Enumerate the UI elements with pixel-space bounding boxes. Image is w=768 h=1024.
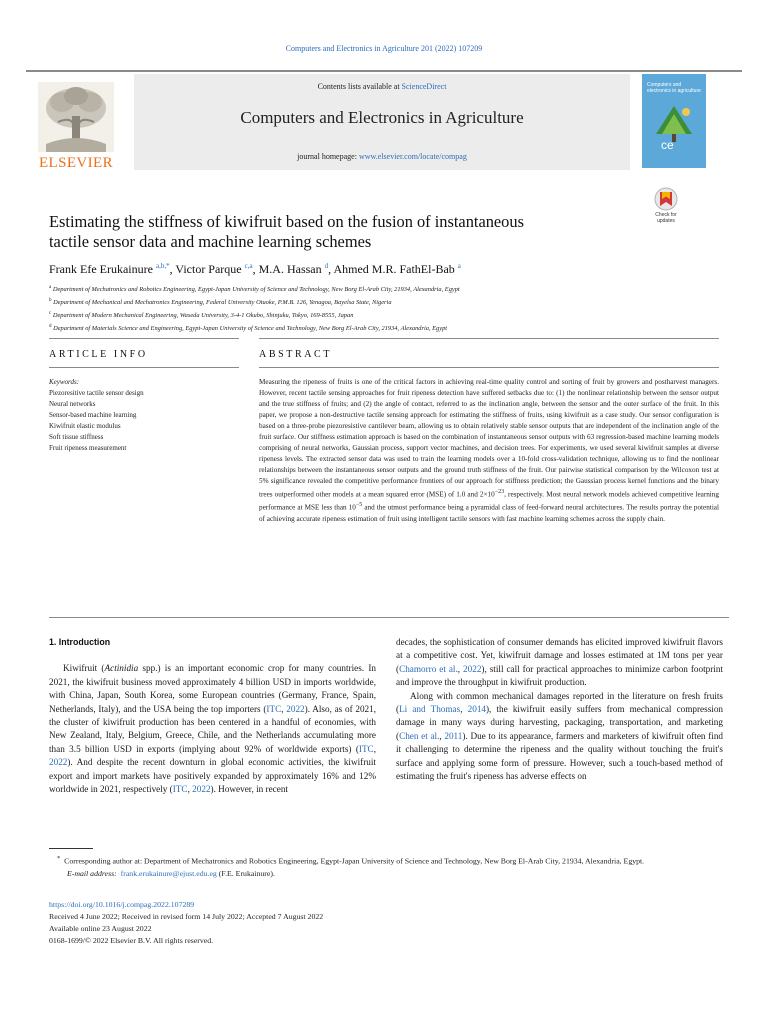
abstract-part: and the utmost performance being a pyramidal class of feed-forward neural architectures. The results portray the potential of achieving accurate ripeness estimation of fruit using intelligent tactile sensors with fast machine learning schemes across the supply chain.	[259, 503, 719, 523]
author-name: Victor Parque	[175, 262, 242, 276]
journal-name: Computers and Electronics in Agriculture	[240, 108, 524, 127]
text-run: ). And despite the recent downturn in global economic activities, the kiwifruit export and import markets have positively expanded by approximately 16% and 12% worldwide in 2021, respectively (	[49, 757, 376, 795]
citation-link[interactable]: 2022	[286, 703, 305, 714]
text-run: Kiwifruit (	[63, 663, 105, 674]
keywords-label: Keywords:	[49, 378, 80, 386]
elsevier-tree-logo-icon	[38, 82, 114, 152]
text-run: ,	[439, 730, 445, 741]
keyword-item: Sensor-based machine learning	[49, 411, 137, 419]
check-for-updates-icon	[648, 186, 684, 213]
author-separator: ,	[252, 262, 259, 276]
abstract-bottom-rule	[49, 617, 729, 618]
author-name: Ahmed M.R. FathEl-Bab	[333, 262, 455, 276]
affiliation-item	[49, 321, 729, 334]
text-run: ,	[187, 784, 193, 795]
footnote-body: Corresponding author at: Department of Mechatronics and Robotics Engineering, Egypt-Japan University of Science and Technology, New Borg El-Arab City, 21934, Alexandria, Egypt.	[64, 856, 645, 866]
abstract-heading: ABSTRACT	[259, 349, 333, 360]
author-list	[49, 262, 461, 277]
keyword-item: Piezoresitive tactile sensor design	[49, 389, 144, 397]
citation-link[interactable]: ITC	[172, 784, 188, 795]
text-run: ). Due to its appearance, farmers and marketers of kiwifruit often find it challenging to determine the ripeness and the quality without touching the fruit's surface and applying some form of pressure. However, such a touch-based method of estimating the fruit's ripeness has adverse effects on	[396, 730, 724, 782]
cover-mark: ce	[661, 138, 674, 152]
keyword-item: Soft tissue stiffness	[49, 433, 104, 441]
article-info-mid-rule	[49, 367, 239, 368]
citation-link[interactable]: ITC	[358, 743, 374, 754]
text-run: ). However, in recent	[210, 784, 288, 795]
affiliation-text: Department of Modern Mechanical Engineering, Waseda University, 3-4-1 Okubo, Shinjuku, Tokyo, 169-8555, Japan	[52, 312, 354, 320]
citation-link[interactable]: Chen et al.	[399, 730, 440, 741]
journal-masthead	[26, 70, 742, 170]
keyword-item: Kiwifruit elastic modulus	[49, 422, 121, 430]
affiliation-item	[49, 295, 729, 308]
author-affiliation-marker[interactable]: a	[457, 262, 461, 270]
article-title	[49, 212, 639, 252]
footnote-text	[49, 853, 729, 868]
sciencedirect-link[interactable]: ScienceDirect	[401, 82, 447, 91]
abstract-mid-rule	[259, 367, 719, 368]
cover-title: Computers and electronics in agriculture	[647, 82, 701, 94]
text-run: decades, the sophistication of consumer demands has elicited improved kiwifruit flavors at a competitive cost. Yet, kiwifruit damage and losses estimated at 1M tons per year (	[396, 637, 723, 674]
affiliation-marker: c	[49, 311, 52, 317]
article-info-top-rule	[49, 338, 239, 339]
contents-line	[134, 82, 630, 91]
author-separator: ,	[328, 262, 334, 276]
citation-link[interactable]: 2022	[463, 663, 482, 674]
author-name: Frank Efe Erukainure	[49, 262, 153, 276]
masthead-rule	[26, 70, 742, 72]
email-suffix: (F.E. Erukainure).	[216, 868, 275, 878]
section-heading: 1. Introduction	[49, 637, 111, 647]
intro-paragraph-1	[49, 662, 376, 796]
author-affiliation-marker[interactable]: c,a	[244, 262, 253, 270]
intro-paragraph-1-cont	[396, 636, 723, 690]
text-run: ,	[281, 703, 287, 714]
author-separator: ,	[169, 262, 176, 276]
contents-prefix: Contents lists available at	[317, 82, 402, 91]
available-online: Available online 23 August 2022	[49, 924, 152, 933]
footnote-email	[49, 868, 729, 880]
affiliation-marker: a	[49, 285, 52, 290]
author-affiliation-marker[interactable]: d	[324, 262, 329, 270]
citation-link[interactable]: Li and Thomas	[399, 704, 461, 715]
doi-link[interactable]: https://doi.org/10.1016/j.compag.2022.107289	[49, 900, 195, 909]
cover-artwork-icon	[652, 104, 696, 144]
text-run: ,	[457, 663, 464, 674]
text-run: ), the kiwifruit easily suffers from mechanical compression damage in many ways during harvesting, packaging, transportation, and marketing (	[396, 704, 724, 741]
abstract-part: Measuring the ripeness of fruits is one of the critical factors in achieving real-time quality control and sorting of fruit by growers and postharvest managers. However, recent tactile sensing approaches for fruit ripeness detection have suffered setbacks due to: (1) the nonlinear relationship between the sensor output and the true stiffness of fruits; and (2) the angle of contact, referred to as the inclination angle, between the sensor and the outer surface of the fruit. In this paper, we propose a non-destructive tactile sensing approach for estimating the stiffness of fruits, using kiwifruit as a case study. Our sensor configuration is based on a three-probe piezoresistive cantilever beam, allowing us to obtain relatively stable sensor outputs that are independent of the inclination angle of the fruit surface. Our stiffness estimation approach is based on the combination of instantaneous sensor outputs with 63 regression-based machine learning models comprising of neural networks, Gaussian process, support vector machines, and decision trees. For experiments, we used several kiwifruit samples at diverse ripeness levels. The extracted sensor data was used to train the learning models over a 10-fold cross-validation technique, allowing us to find the nonlinear relationships between the instantaneous sensor outputs and the ground truth stiffness of the fruit. Our pairwise statistical comparison by the Wilcoxon test at 5% significance revealed the competitive performance frontiers of our approach for stiffness prediction; the Gaussian process kernel functions and the binary trees outperformed other models at a mean squared error (MSE) of 1.0 and 2×10	[259, 378, 719, 499]
text-run: ). Also, as of 2021, the cluster of kiwifruit production has been centered in a handful of economies, with New Zealand, Italy, Belgium, Greece, Chile, and the Netherlands accumulating more than 3.5 billion USD in exports (implying about 92% of worldwide exports) (	[49, 703, 377, 754]
text-run: ,	[460, 704, 468, 715]
intro-paragraph-2	[396, 690, 723, 784]
title-line-1: Estimating the stiffness of kiwifruit based on the fusion of instantaneous	[49, 212, 524, 231]
citation-link[interactable]: 2014	[467, 704, 486, 715]
footnote-rule	[49, 848, 93, 849]
homepage-link[interactable]: www.elsevier.com/locate/compag	[358, 152, 467, 161]
masthead-band	[134, 74, 630, 170]
footnote-marker: *	[57, 855, 61, 862]
badge-line1: Check for	[655, 212, 677, 218]
body-left-column	[49, 636, 376, 796]
author-name: M.A. Hassan	[258, 262, 322, 276]
abstract-part: , respectively. Most neural network models achieved competitive learning performance at MSE less than 10	[259, 490, 719, 512]
species-name: Actinidia	[104, 663, 139, 674]
text-run: spp.) is an important economic crop for many countries. In 2021, the kiwifruit business moved approximately 4 billion USD in imports worldwide, with China, Japan, South Korea, some European countries (Germany, France, Spain, Netherlands, Italy), and the USA being the top importers (	[49, 663, 376, 714]
elsevier-logo	[26, 78, 126, 170]
author-affiliation-marker[interactable]: a,b,*	[155, 262, 170, 270]
check-for-updates-caption	[648, 213, 684, 224]
citation-link[interactable]: Chamorro et al.	[399, 663, 458, 674]
received-dates: Received 4 June 2022; Received in revised form 14 July 2022; Accepted 7 August 2022	[49, 912, 324, 921]
text-run: ,	[373, 743, 376, 754]
corresponding-author-footnote	[49, 853, 729, 880]
affiliation-item	[49, 308, 729, 321]
article-info-heading: ARTICLE INFO	[49, 349, 148, 360]
body-right-column	[396, 636, 723, 783]
text-run: Along with common mechanical damages reported in the literature on fresh fruits (	[396, 690, 723, 715]
journal-cover	[642, 74, 706, 168]
keywords-block	[49, 377, 239, 454]
homepage-line	[134, 152, 630, 161]
affiliation-text: Department of Materials Science and Engineering, Egypt-Japan University of Science and Technology, New Borg El-Arab City, 21934, Alexandria, Egypt	[53, 325, 448, 333]
affiliation-list	[49, 282, 729, 335]
affiliation-text: Department of Mechanical and Mechatronics Engineering, Federal University Otuoke, P.M.B. 126, Yenagoa, Bayelsa State, Nigeria	[53, 299, 392, 307]
affiliation-text: Department of Mechatronics and Robotics Engineering, Egypt-Japan University of Science and Technology, New Borg El-Arab City, 21934, Alexandria, Egypt	[52, 286, 460, 294]
abstract-exponent: −5	[355, 502, 363, 509]
abstract-exponent: −23	[494, 489, 505, 495]
citation-link[interactable]: 2011	[444, 730, 463, 741]
check-for-updates-badge[interactable]	[648, 186, 684, 228]
text-run: ), still call for practical approaches to minimize carbon footprint and improve the throughput in kiwifruit production.	[396, 663, 724, 688]
affiliation-item	[49, 282, 729, 295]
abstract-text	[259, 377, 719, 525]
citation-link[interactable]: 2022	[49, 757, 68, 768]
publisher-name: ELSEVIER	[38, 155, 114, 171]
affiliation-marker: d	[49, 324, 52, 330]
email-link[interactable]: frank.erukainure@ejust.edu.eg	[120, 868, 217, 878]
homepage-prefix: journal homepage:	[297, 152, 359, 161]
copyright-line: 0168-1699/© 2022 Elsevier B.V. All rights reserved.	[49, 936, 214, 945]
citation-link[interactable]: 2022	[192, 784, 211, 795]
running-head: Computers and Electronics in Agriculture 201 (2022) 107209	[285, 44, 483, 53]
keyword-item: Fruit ripeness measurement	[49, 444, 127, 452]
email-label: E-mail address:	[67, 868, 117, 878]
affiliation-marker: b	[49, 298, 52, 304]
abstract-top-rule	[259, 338, 719, 339]
publication-info	[49, 899, 729, 947]
title-line-2: tactile sensor data and machine learning schemes	[49, 232, 372, 251]
badge-line2: updates	[657, 217, 675, 224]
keyword-item: Neural networks	[49, 400, 96, 408]
citation-link[interactable]: ITC	[266, 703, 282, 714]
